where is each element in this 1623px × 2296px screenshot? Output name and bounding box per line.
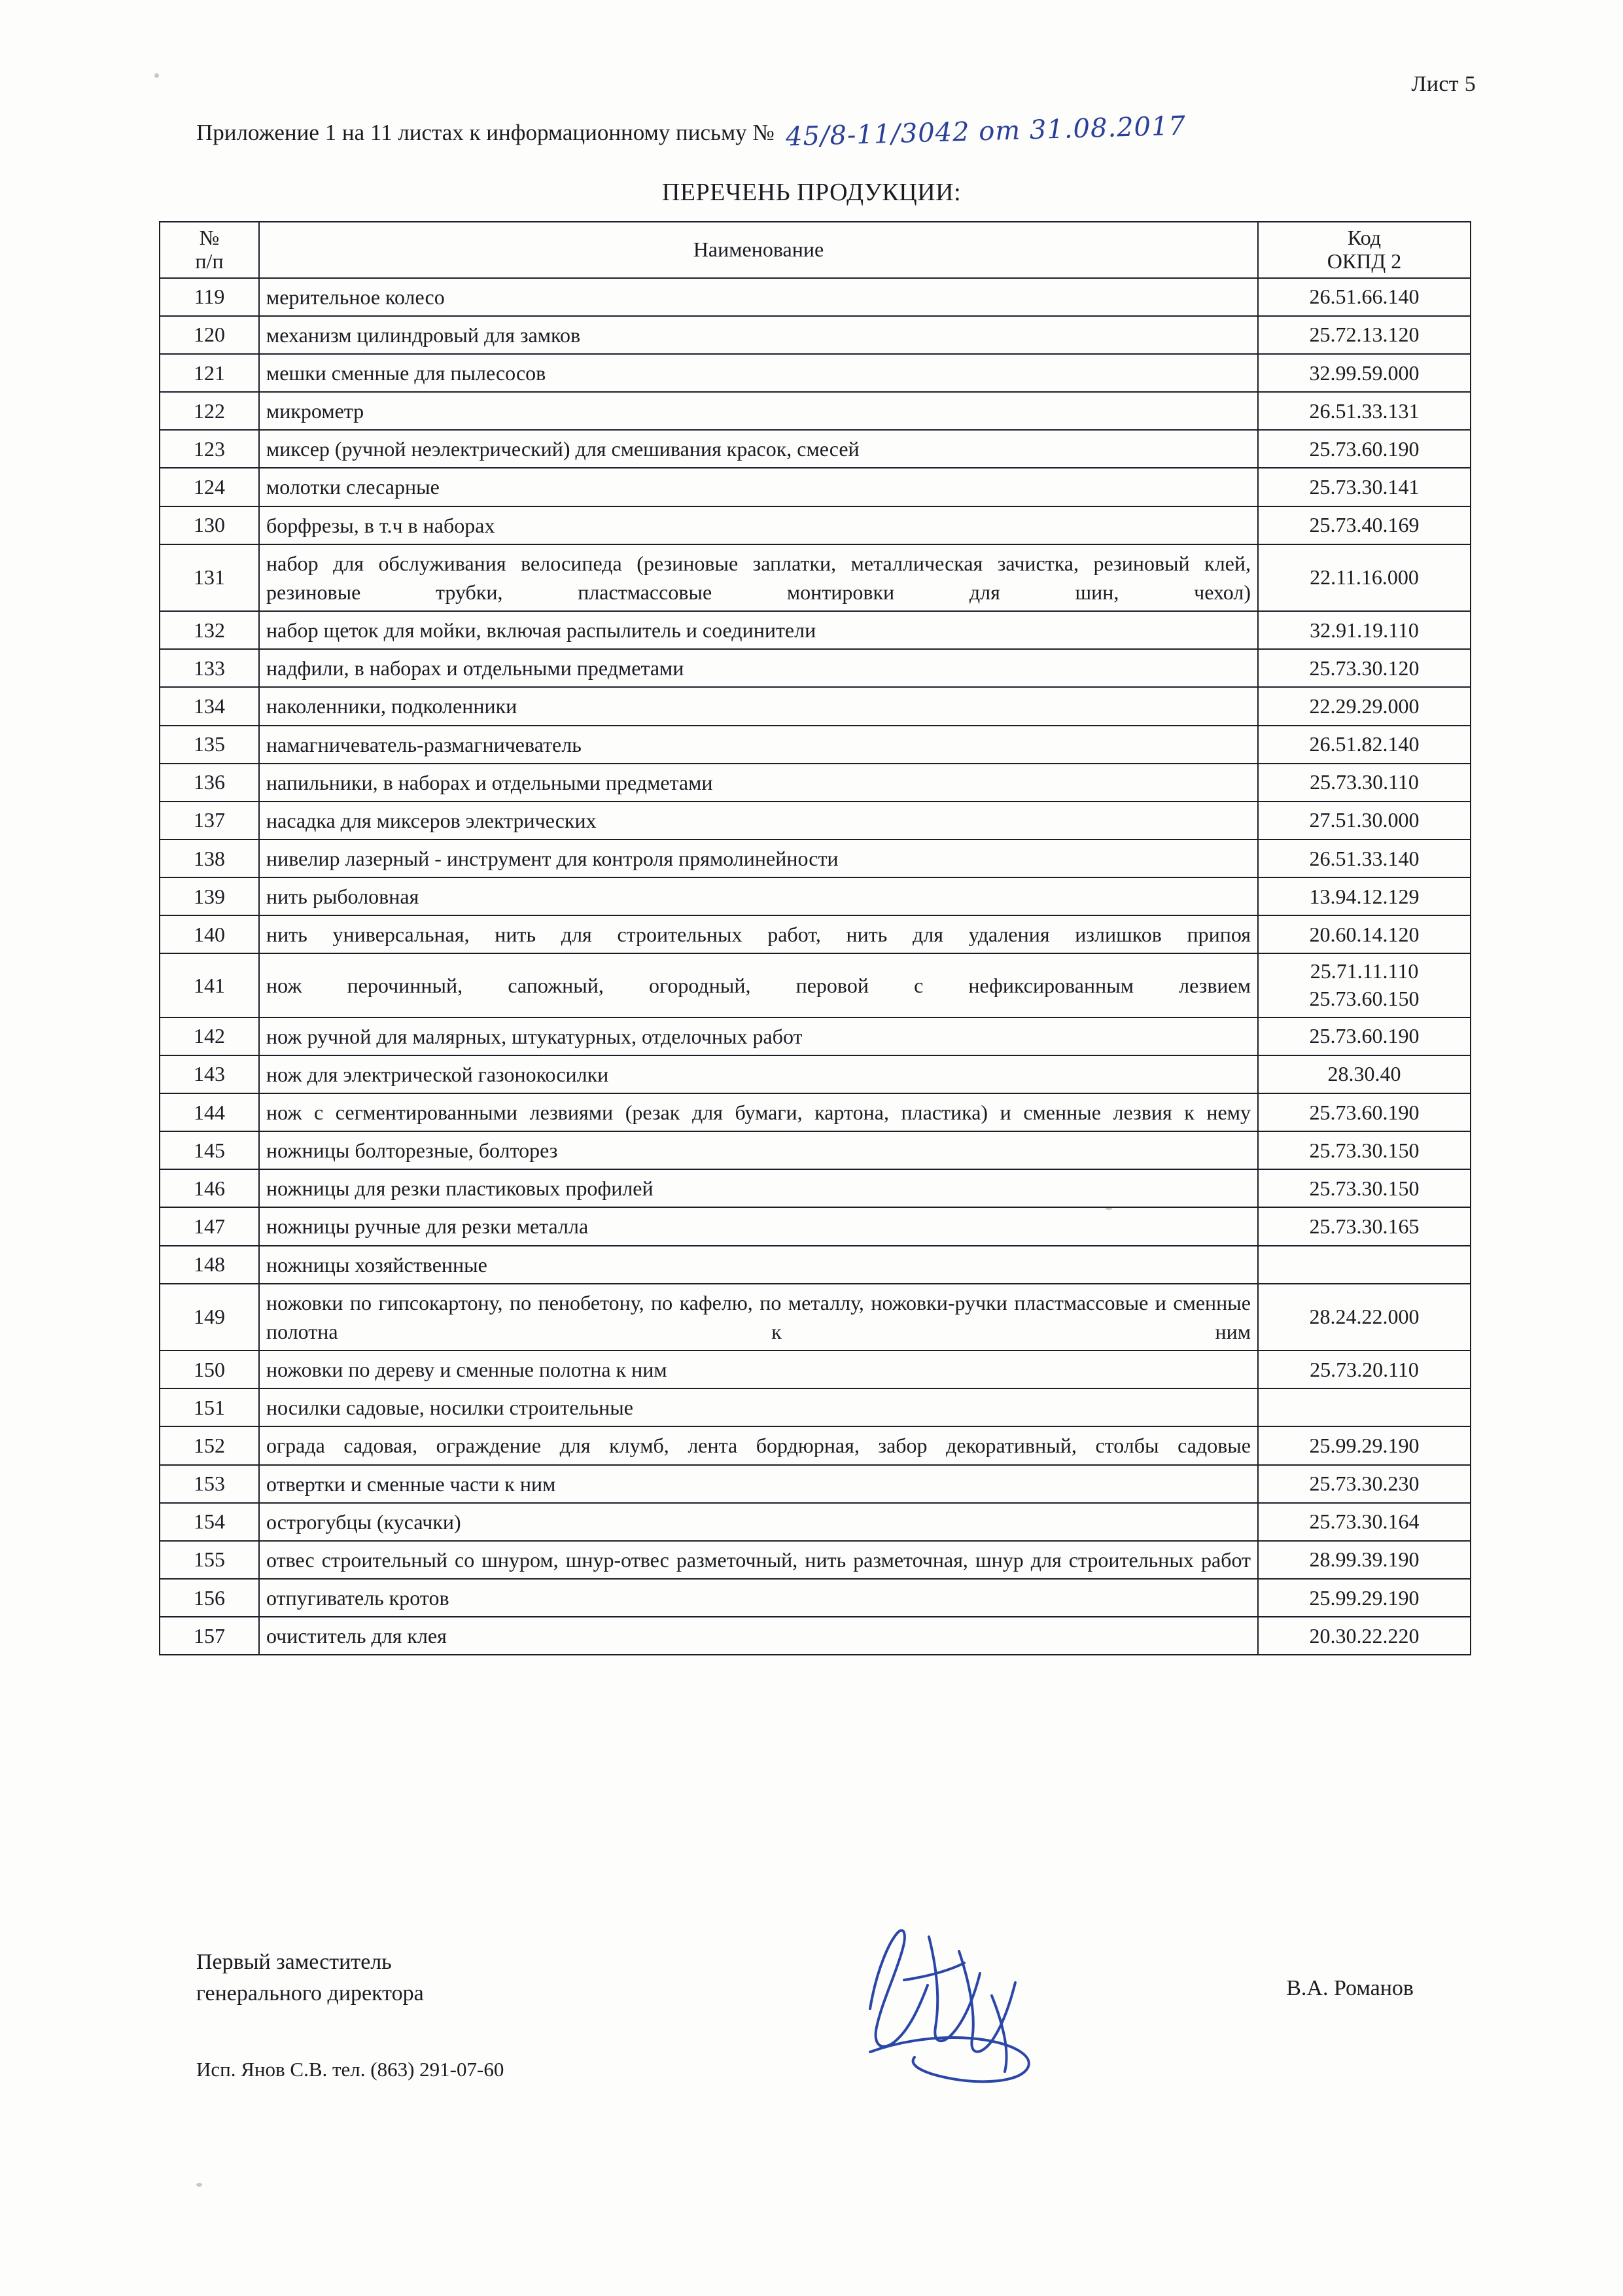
table-row (160, 915, 1471, 953)
row-product-name: очиститель для клея (259, 1617, 1258, 1655)
page-title: ПЕРЕЧЕНЬ ПРОДУКЦИИ: (661, 179, 962, 206)
row-number: 148 (160, 1246, 259, 1284)
row-product-name: набор для обслуживания велосипеда (резиновые заплатки, металлическая зачистка, резиновый клей, резиновые трубки, пластмассовые монтировки для шин, чехол) (259, 544, 1258, 611)
row-product-name: микрометр (259, 392, 1258, 430)
row-number: 157 (160, 1617, 259, 1655)
row-okpd-code: 28.30.40 (1258, 1055, 1471, 1093)
row-product-name: ограда садовая, ограждение для клумб, лента бордюрная, забор декоративный, столбы садовые (259, 1426, 1258, 1464)
row-okpd-code (1258, 953, 1471, 1017)
row-okpd-code: 13.94.12.129 (1258, 877, 1471, 915)
scan-artifact (196, 2183, 202, 2187)
row-okpd-code: 25.73.20.110 (1258, 1351, 1471, 1388)
table-row (160, 1617, 1471, 1655)
row-number: 123 (160, 430, 259, 468)
row-number: 136 (160, 764, 259, 802)
row-number: 146 (160, 1169, 259, 1207)
table-row (160, 1055, 1471, 1093)
table-row (160, 1017, 1471, 1055)
table-row (160, 430, 1471, 468)
row-okpd-code: 25.73.30.230 (1258, 1465, 1471, 1503)
row-number: 133 (160, 649, 259, 687)
row-okpd-code: 25.73.40.169 (1258, 506, 1471, 544)
row-product-name: надфили, в наборах и отдельными предметами (259, 649, 1258, 687)
row-number: 124 (160, 468, 259, 506)
row-product-name: напильники, в наборах и отдельными предметами (259, 764, 1258, 802)
row-number: 135 (160, 726, 259, 764)
table-row (160, 1388, 1471, 1426)
row-number: 155 (160, 1541, 259, 1579)
table-row (160, 764, 1471, 802)
row-number: 142 (160, 1017, 259, 1055)
table-row (160, 1503, 1471, 1541)
row-product-name: ножовки по гипсокартону, по пенобетону, по кафелю, по металлу, ножовки-ручки пластмассовые и сменные полотна к ним (259, 1284, 1258, 1351)
row-okpd-code: 32.91.19.110 (1258, 611, 1471, 649)
column-header-number-line2: п/п (195, 249, 224, 273)
column-header-number-line1: № (199, 226, 220, 249)
row-number: 147 (160, 1207, 259, 1245)
row-number: 149 (160, 1284, 259, 1351)
row-number: 156 (160, 1579, 259, 1617)
table-row (160, 392, 1471, 430)
row-okpd-code: 26.51.82.140 (1258, 726, 1471, 764)
row-number: 132 (160, 611, 259, 649)
row-okpd-code: 25.73.60.190 (1258, 1093, 1471, 1131)
position-line-1: Первый заместитель (196, 1950, 392, 1974)
row-product-name: нить рыболовная (259, 877, 1258, 915)
column-header-code (1258, 222, 1471, 278)
row-number: 119 (160, 278, 259, 316)
row-okpd-code: 26.51.33.140 (1258, 839, 1471, 877)
row-product-name: ножницы болторезные, болторез (259, 1131, 1258, 1169)
row-number: 130 (160, 506, 259, 544)
table-row (160, 278, 1471, 316)
table-row (160, 1284, 1471, 1351)
row-okpd-code (1258, 1246, 1471, 1284)
row-product-name: нож перочинный, сапожный, огородный, перовой с нефиксированным лезвием (259, 953, 1258, 1017)
row-okpd-code: 28.24.22.000 (1258, 1284, 1471, 1351)
row-product-name: механизм цилиндровый для замков (259, 316, 1258, 354)
row-product-name: мерительное колесо (259, 278, 1258, 316)
row-product-name: наколенники, подколенники (259, 687, 1258, 725)
table-row (160, 687, 1471, 725)
executor-contact: Исп. Янов С.В. тел. (863) 291-07-60 (196, 2058, 504, 2081)
row-product-name: ножницы ручные для резки металла (259, 1207, 1258, 1245)
row-okpd-code: 20.60.14.120 (1258, 915, 1471, 953)
row-product-name: отвертки и сменные части к ним (259, 1465, 1258, 1503)
table-row (160, 611, 1471, 649)
table-row (160, 1465, 1471, 1503)
row-number: 153 (160, 1465, 259, 1503)
row-product-name: нить универсальная, нить для строительных работ, нить для удаления излишков припоя (259, 915, 1258, 953)
row-okpd-code: 25.73.30.164 (1258, 1503, 1471, 1541)
table-row (160, 1246, 1471, 1284)
row-number: 122 (160, 392, 259, 430)
row-okpd-code: 25.73.30.120 (1258, 649, 1471, 687)
table-row (160, 953, 1471, 1017)
row-product-name: ножовки по дереву и сменные полотна к ним (259, 1351, 1258, 1388)
table-row (160, 316, 1471, 354)
table-row (160, 726, 1471, 764)
row-number: 154 (160, 1503, 259, 1541)
row-okpd-code: 26.51.33.131 (1258, 392, 1471, 430)
row-number: 143 (160, 1055, 259, 1093)
row-product-name: нож для электрической газонокосилки (259, 1055, 1258, 1093)
row-product-name: острогубцы (кусачки) (259, 1503, 1258, 1541)
header-prefix-text: Приложение 1 на 11 листах к информационному письму № (196, 120, 775, 145)
row-product-name: набор щеток для мойки, включая распылитель и соединители (259, 611, 1258, 649)
product-list-table (159, 221, 1471, 1655)
row-number: 121 (160, 354, 259, 392)
row-product-name: носилки садовые, носилки строительные (259, 1388, 1258, 1426)
row-okpd-code: 26.51.66.140 (1258, 278, 1471, 316)
row-okpd-code: 22.29.29.000 (1258, 687, 1471, 725)
row-product-name: намагничеватель-размагничеватель (259, 726, 1258, 764)
handwritten-signature (831, 1917, 1106, 2100)
row-okpd-code: 25.73.30.150 (1258, 1131, 1471, 1169)
row-okpd-code (1258, 1388, 1471, 1426)
row-product-name: миксер (ручной неэлектрический) для смешивания красок, смесей (259, 430, 1258, 468)
row-okpd-code: 25.73.60.190 (1258, 430, 1471, 468)
row-product-name: насадка для миксеров электрических (259, 802, 1258, 839)
row-okpd-code: 25.72.13.120 (1258, 316, 1471, 354)
scan-artifact (154, 73, 159, 78)
row-number: 131 (160, 544, 259, 611)
row-okpd-code: 25.73.30.150 (1258, 1169, 1471, 1207)
row-number: 137 (160, 802, 259, 839)
row-number: 140 (160, 915, 259, 953)
row-product-name: нивелир лазерный - инструмент для контроля прямолинейности (259, 839, 1258, 877)
row-number: 150 (160, 1351, 259, 1388)
row-okpd-code: 25.73.30.110 (1258, 764, 1471, 802)
column-header-code-line2: ОКПД 2 (1327, 249, 1402, 273)
table-row (160, 506, 1471, 544)
row-product-name: нож с сегментированными лезвиями (резак для бумаги, картона, пластика) и сменные лезвия к нему (259, 1093, 1258, 1131)
document-header (196, 111, 1187, 152)
table-row (160, 1131, 1471, 1169)
column-header-code-line1: Код (1347, 226, 1382, 249)
row-okpd-code: 25.73.60.190 (1258, 1017, 1471, 1055)
row-product-name: нож ручной для малярных, штукатурных, отделочных работ (259, 1017, 1258, 1055)
row-okpd-code-line2: 25.73.60.150 (1309, 987, 1420, 1011)
row-number: 120 (160, 316, 259, 354)
row-product-name: отвес строительный со шнуром, шнур-отвес разметочный, нить разметочная, шнур для строительных работ (259, 1541, 1258, 1579)
row-okpd-code: 25.99.29.190 (1258, 1426, 1471, 1464)
row-product-name: молотки слесарные (259, 468, 1258, 506)
table-row (160, 1426, 1471, 1464)
column-header-number (160, 222, 259, 278)
table-row (160, 544, 1471, 611)
table-row (160, 649, 1471, 687)
row-okpd-code: 25.99.29.190 (1258, 1579, 1471, 1617)
row-okpd-code: 32.99.59.000 (1258, 354, 1471, 392)
row-number: 138 (160, 839, 259, 877)
row-okpd-code: 25.73.30.141 (1258, 468, 1471, 506)
sheet-label: Лист 5 (1411, 72, 1476, 96)
row-product-name: борфрезы, в т.ч в наборах (259, 506, 1258, 544)
row-okpd-code: 25.73.30.165 (1258, 1207, 1471, 1245)
table-header-row (160, 222, 1471, 278)
row-number: 145 (160, 1131, 259, 1169)
signer-name: В.А. Романов (1286, 1976, 1414, 2000)
row-number: 141 (160, 953, 259, 1017)
row-number: 144 (160, 1093, 259, 1131)
position-line-2: генерального директора (196, 1981, 424, 2006)
table-row (160, 802, 1471, 839)
table-row (160, 1093, 1471, 1131)
table-row (160, 1351, 1471, 1388)
table-row (160, 468, 1471, 506)
table-row (160, 839, 1471, 877)
row-product-name: ножницы хозяйственные (259, 1246, 1258, 1284)
signature-position (196, 1947, 424, 2010)
handwritten-reference-number: 45/8-11/3042 от 31.08.2017 (785, 111, 1187, 152)
row-okpd-code: 27.51.30.000 (1258, 802, 1471, 839)
table-row (160, 1169, 1471, 1207)
table-row (160, 354, 1471, 392)
row-okpd-code: 28.99.39.190 (1258, 1541, 1471, 1579)
row-number: 139 (160, 877, 259, 915)
column-header-name: Наименование (259, 222, 1258, 278)
row-product-name: мешки сменные для пылесосов (259, 354, 1258, 392)
table-row (160, 877, 1471, 915)
table-row (160, 1541, 1471, 1579)
table-row (160, 1207, 1471, 1245)
row-product-name: ножницы для резки пластиковых профилей (259, 1169, 1258, 1207)
row-product-name: отпугиватель кротов (259, 1579, 1258, 1617)
table-body (160, 278, 1471, 1655)
table-row (160, 1579, 1471, 1617)
row-number: 134 (160, 687, 259, 725)
row-okpd-code-line1: 25.71.11.110 (1310, 959, 1419, 983)
row-okpd-code: 20.30.22.220 (1258, 1617, 1471, 1655)
row-number: 152 (160, 1426, 259, 1464)
row-number: 151 (160, 1388, 259, 1426)
row-okpd-code: 22.11.16.000 (1258, 544, 1471, 611)
